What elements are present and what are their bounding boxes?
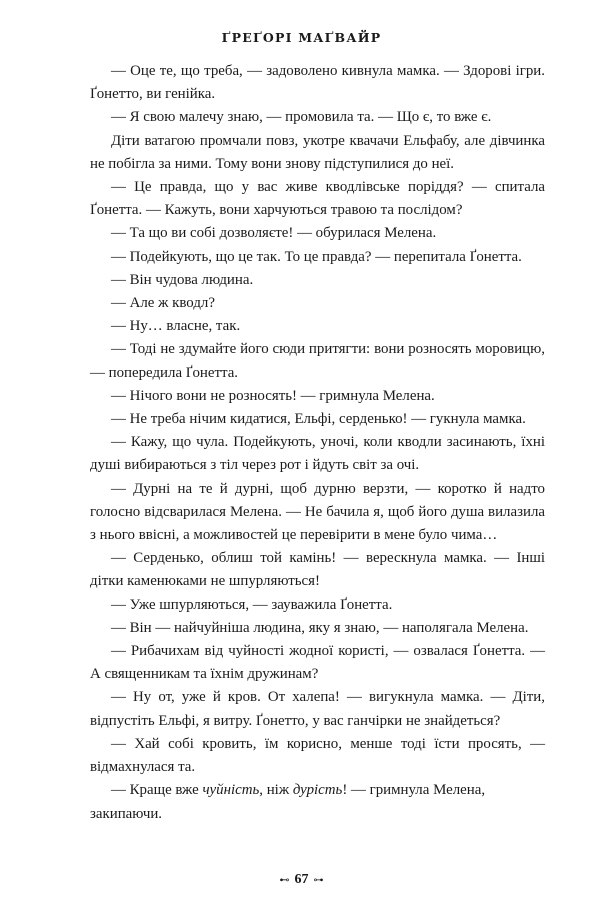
italic-word: дурість (292, 782, 343, 799)
text-run: ! — гримнула Мелена, закипаючи. (90, 782, 486, 822)
page-folio (0, 872, 603, 888)
paragraph: — Він чудова людина. (111, 271, 254, 288)
paragraph: — Не треба нічим кидатися, Ельфі, серденько! — гукнула мамка. (111, 411, 526, 428)
italic-word: чуйність (202, 782, 260, 799)
paragraph: — Кажу, що чула. Подейкують, уночі, коли кводли засинають, їхні душі вибираються з тіл через рот і йдуть світ за очі. (90, 434, 545, 474)
paragraph: — Ну от, уже й кров. От халепа! — вигукнула мамка. — Діти, відпустіть Ельфі, я витру. Ґонетто, у вас ганчірки не знайдеться? (90, 689, 545, 729)
running-head: ҐРЕҐОРІ МАҐВАЙР (221, 30, 382, 45)
paragraph: — Рибачихам від чуйності жодної користі, — озвалася Ґонетта. — А священникам та їхнім дружинам? (90, 643, 545, 683)
paragraph: — Уже шпурляються, — зауважила Ґонетта. (111, 596, 393, 613)
paragraph: Діти ватагою промчали повз, укотре квачачи Ельфабу, але дівчинка не побігла за ними. Тому вони знову підступилися до неї. (90, 132, 545, 172)
paragraph: — Дурні на те й дурні, щоб дурню верзти, — коротко й надто голосно відсварилася Мелена. — Не бачила я, щоб його душа вилазила з нього ввісні, а можливостей це перевірити в мене було чима… (90, 480, 545, 544)
paragraph: — Ну… власне, так. (111, 318, 241, 335)
paragraph: — Оце те, що треба, — задоволено кивнула мамка. — Здорові ігри. Ґонетто, ви генійка. (90, 63, 545, 103)
page-number: 67 (294, 872, 309, 887)
paragraph: — Подейкують, що це так. То це правда? — перепитала Ґонетта. (111, 248, 522, 265)
ornament-left-icon: ⊷ (279, 875, 290, 886)
paragraph: — Хай собі кровить, їм корисно, менше тоді їсти просять, — відмахнулася та. (90, 735, 545, 776)
text-run: — Краще вже (111, 782, 203, 799)
paragraph-final (90, 779, 545, 825)
paragraph: — Та що ви собі дозволяєте! — обурилася Мелена. (111, 225, 437, 242)
paragraph: — Серденько, облиш той камінь! — верескнула мамка. — Інші дітки каменюками не шпурляються! (90, 550, 545, 590)
paragraph: — Але ж кводл? (111, 295, 215, 312)
ornament-right-icon: ⊶ (313, 875, 324, 886)
text-run: , ніж (259, 782, 293, 799)
paragraph: — Я свою малечу знаю, — промовила та. — Що є, то вже є. (111, 109, 492, 126)
paragraph: — Це правда, що у вас живе кводлівське поріддя? — спитала Ґонетта. — Кажуть, вони харчуються травою та послідом? (90, 179, 545, 219)
paragraph: — Нічого вони не розносять! — гримнула Мелена. (111, 387, 435, 404)
paragraph: — Він — найчуйніша людина, яку я знаю, — наполягала Мелена. (111, 619, 529, 636)
paragraph: — Тоді не здумайте його сюди притягти: вони розносять моровицю, — попередила Ґонетта. (90, 341, 545, 381)
body-text (90, 60, 545, 826)
